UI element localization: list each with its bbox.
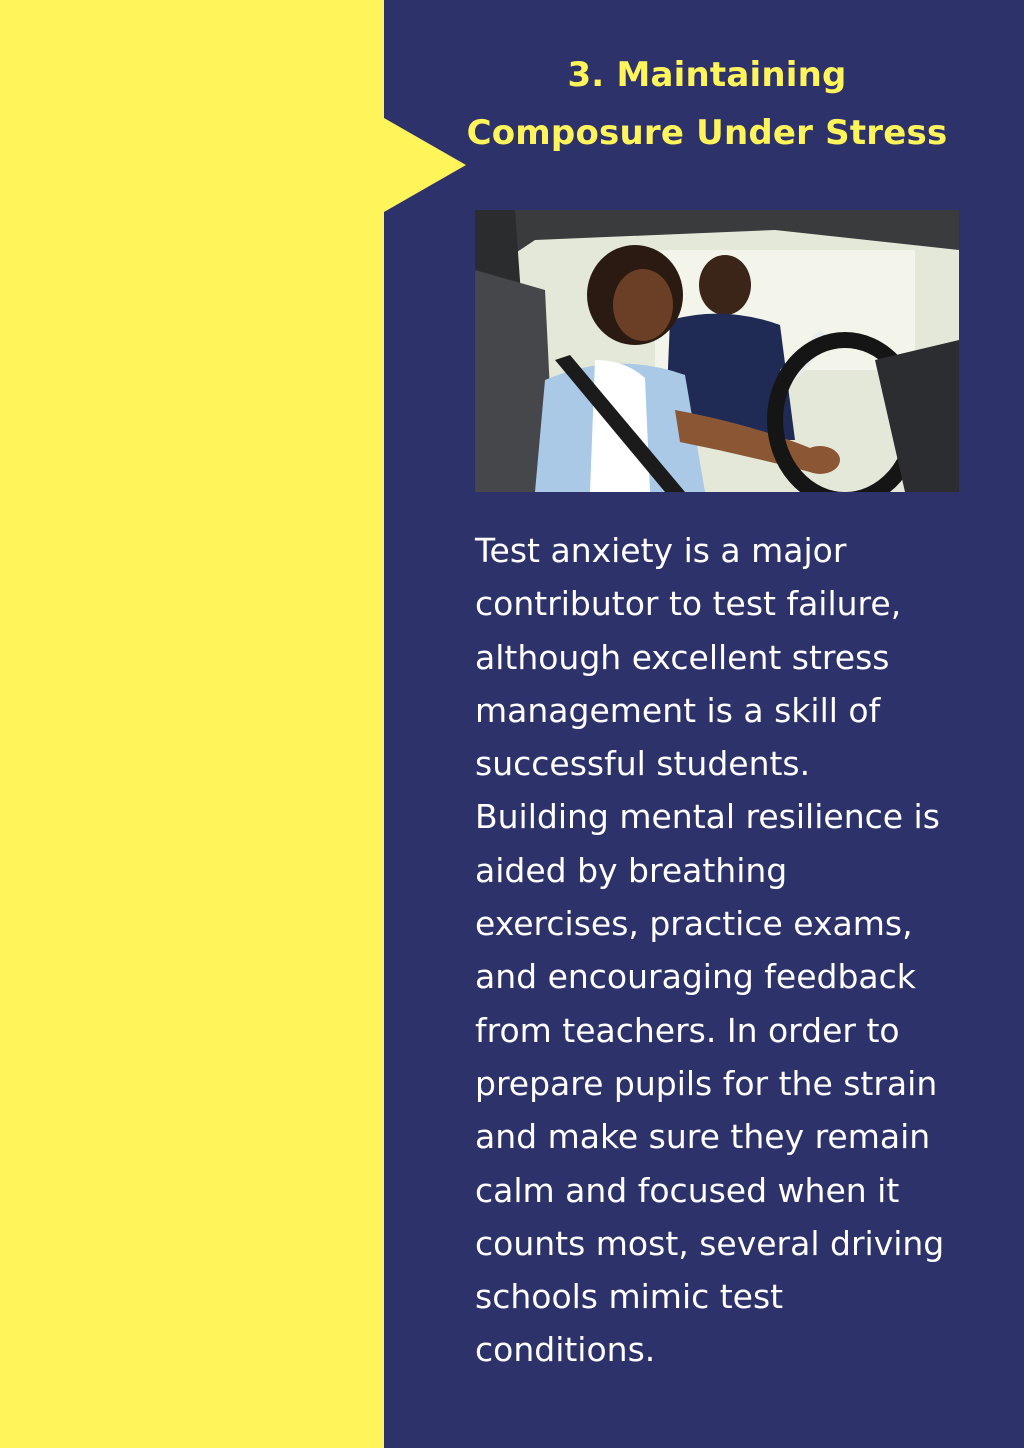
body-line: management is a skill of: [475, 690, 881, 730]
body-line: exercises, practice exams,: [475, 904, 913, 944]
section-title-line-2: Composure Under Stress: [466, 113, 948, 153]
body-line: schools mimic test: [475, 1277, 784, 1317]
body-line: aided by breathing: [475, 850, 788, 890]
body-line: calm and focused when it: [475, 1170, 900, 1210]
section-title-line-1: 3. Maintaining: [567, 55, 847, 95]
driving-lesson-photo: [475, 210, 959, 492]
body-line: and encouraging feedback: [475, 957, 916, 997]
body-line: from teachers. In order to: [475, 1010, 900, 1050]
body-line: and make sure they remain: [475, 1117, 931, 1157]
body-line: Building mental resilience is: [475, 797, 940, 837]
body-line: contributor to test failure,: [475, 584, 902, 624]
body-line: Test anxiety is a major: [475, 531, 847, 570]
body-line: prepare pupils for the strain: [475, 1063, 938, 1103]
body-line: conditions.: [475, 1330, 656, 1370]
body-line: counts most, several driving: [475, 1223, 945, 1263]
body-line: although excellent stress: [475, 637, 890, 677]
body-line: successful students.: [475, 744, 811, 784]
body-paragraph: [475, 524, 995, 1377]
section-title: [432, 46, 982, 162]
